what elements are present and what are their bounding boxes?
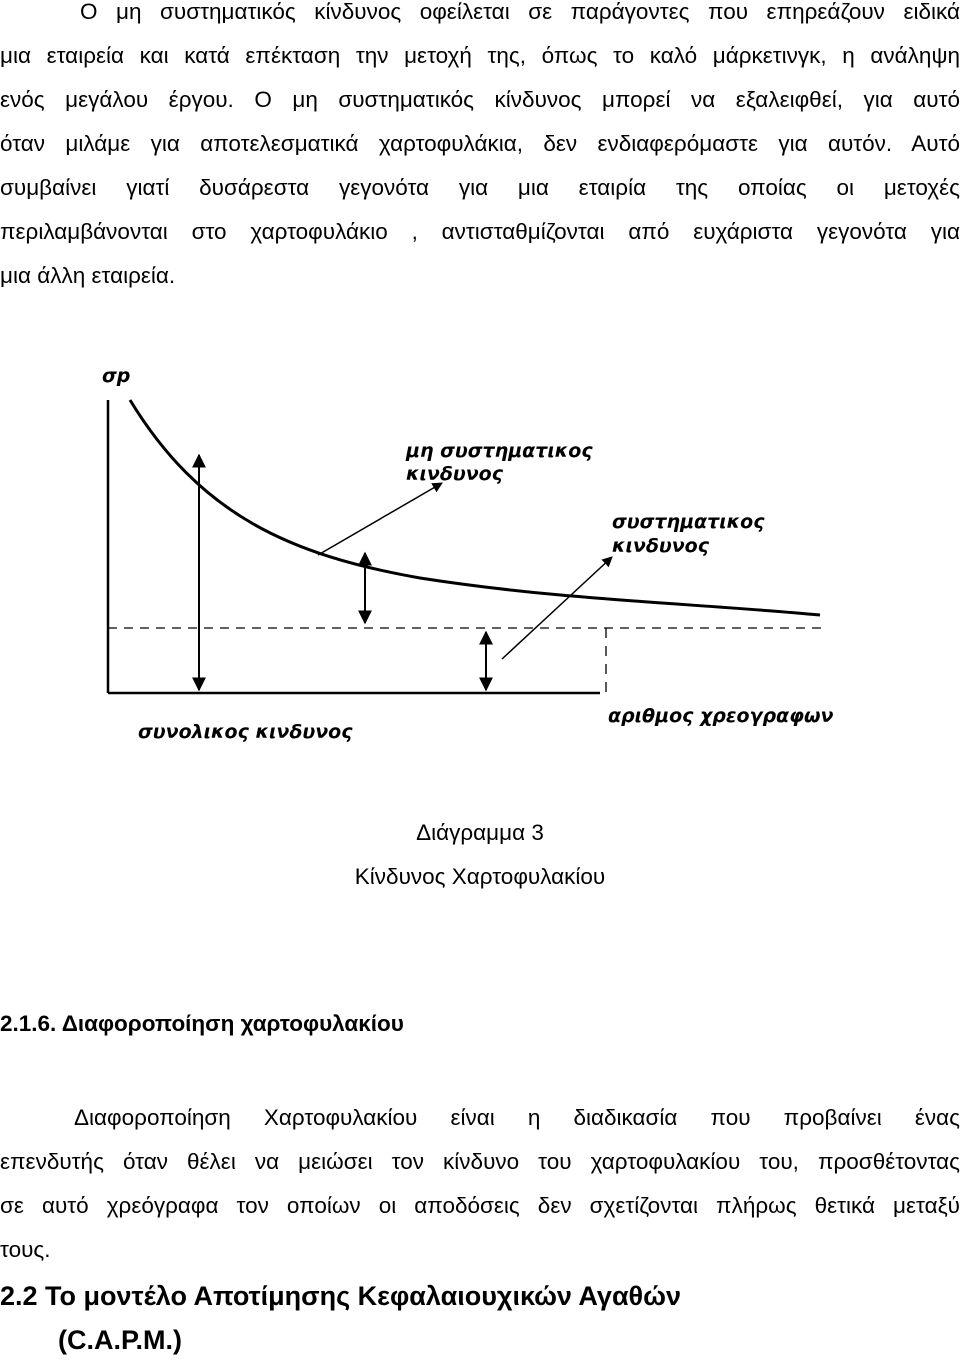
total-risk-label: συνολικος κινδυνος: [138, 721, 353, 743]
diversification-line: Διαφοροποίηση Χαρτοφυλακίου είναι η διαδικασία που προβαίνει ένας: [74, 1105, 960, 1130]
systematic-risk-label: συστηματικος: [612, 511, 765, 533]
chapter-heading: 2.2 Το μοντέλο Αποτίμησης Κεφαλαιουχικών Αγαθών: [0, 1281, 681, 1311]
diversification-line: επενδυτής όταν θέλει να μειώσει τον κίνδυνο του χαρτοφυλακίου του, προσθέτοντας: [0, 1149, 960, 1174]
intro-line: περιλαμβάνονται στο χαρτοφυλάκιο , αντισταθμίζονται από ευχάριστα γεγονότα για: [0, 219, 960, 244]
systematic-pointer-arrow: [502, 557, 612, 659]
intro-line: μια εταιρεία και κατά επέκταση την μετοχή της, όπως το καλό μάρκετινγκ, η ανάληψη: [0, 43, 960, 68]
intro-line: μια άλλη εταιρεία.: [0, 263, 176, 288]
unsystematic-risk-label: κινδυνος: [406, 463, 503, 485]
unsystematic-risk-label: μη συστηματικος: [406, 440, 593, 462]
intro-line: ενός μεγάλου έργου. Ο μη συστηματικός κίνδυνος μπορεί να εξαλειφθεί, για αυτό: [0, 87, 960, 112]
figure-caption-number: Διάγραμμα 3: [416, 820, 544, 845]
portfolio-risk-diagram: [90, 345, 870, 765]
systematic-risk-label: κινδυνος: [612, 535, 709, 557]
diversification-line: τους.: [0, 1237, 51, 1262]
intro-line: όταν μιλάμε για αποτελεσματικά χαρτοφυλάκια, δεν ενδιαφερόμαστε για αυτόν. Αυτό: [0, 131, 960, 156]
chapter-heading-acronym: (C.A.P.M.): [58, 1325, 183, 1355]
x-axis-label: αριθμος χρεογραφων: [608, 705, 834, 727]
intro-paragraph: [0, 0, 960, 298]
figure-caption-title: Κίνδυνος Χαρτοφυλακίου: [354, 864, 606, 889]
intro-line: Ο μη συστηματικός κίνδυνος οφείλεται σε παράγοντες που επηρεάζουν ειδικά: [80, 0, 960, 24]
section-heading: 2.1.6. Διαφοροποίηση χαρτοφυλακίου: [0, 1011, 404, 1036]
intro-line: συμβαίνει γιατί δυσάρεστα γεγονότα για μια εταιρία της οποίας οι μετοχές: [0, 175, 960, 200]
total-risk-curve: [130, 400, 820, 615]
unsystematic-pointer-arrow: [318, 483, 442, 555]
y-axis-label: σp: [102, 365, 131, 387]
diversification-paragraph: [0, 1096, 960, 1272]
diversification-line: σε αυτό χρεόγραφα τον οποίων οι αποδόσεις δεν σχετίζονται πλήρως θετικά μεταξύ: [0, 1193, 960, 1218]
